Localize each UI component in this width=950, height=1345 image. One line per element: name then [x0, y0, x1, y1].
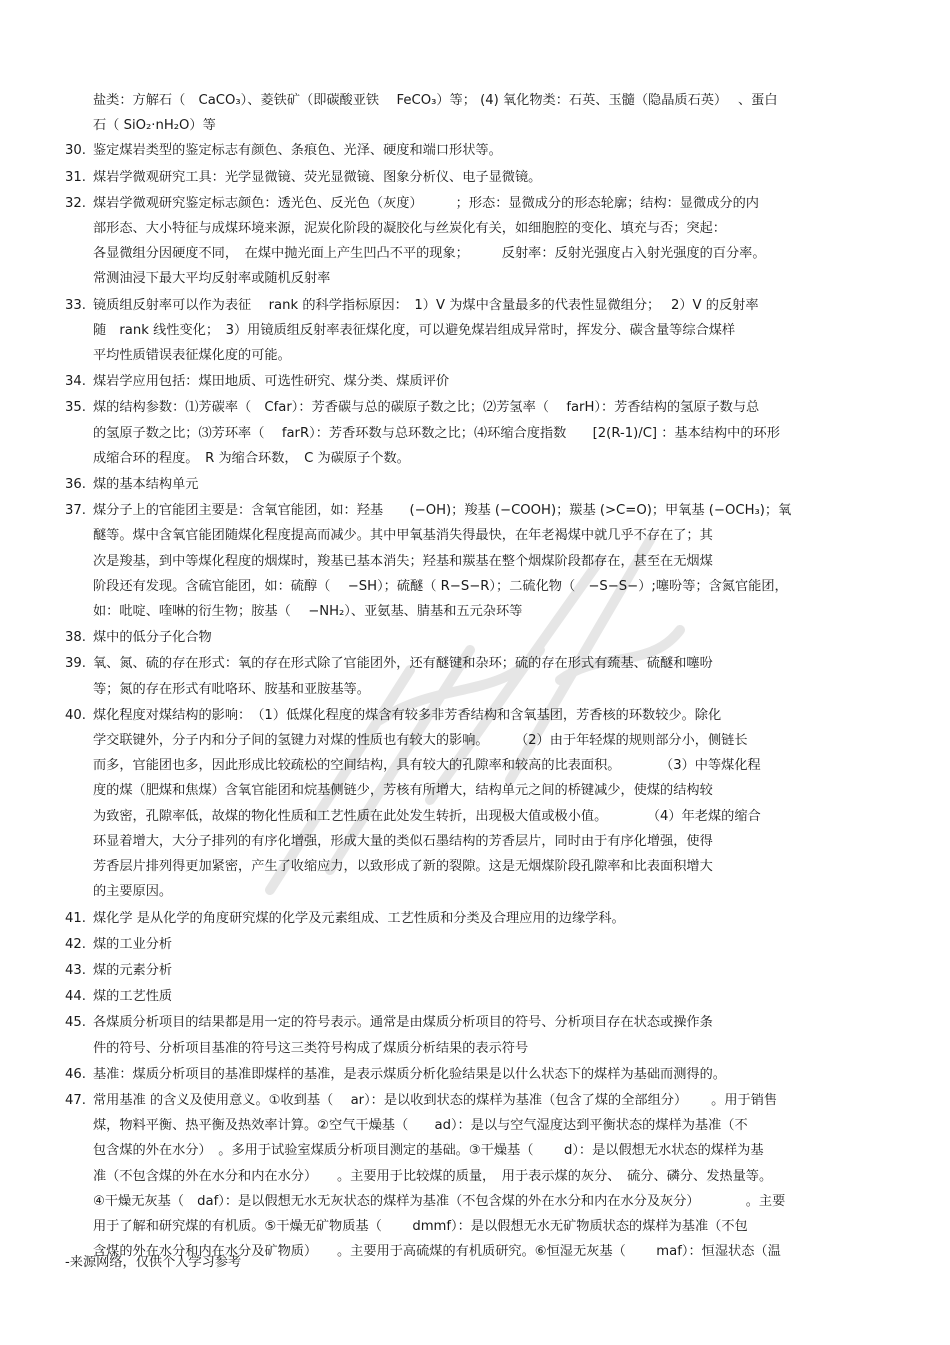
- text-line: 的氢原子数之比；⑶芳环率（ farR）：芳香环数与总环数之比；⑷环缩合度指数 [2(R-1)/C] ：基本结构中的环形: [93, 425, 780, 441]
- text-line: 件的符号、分析项目基准的符号这三类符号构成了煤质分析结果的表示符号: [93, 1040, 529, 1056]
- text-line: 为致密，孔隙率低，故煤的物化性质和工艺性质在此处发生转折，出现极大值或极小值。 （4）年老煤的缩合: [93, 808, 761, 824]
- item-number: 44.: [65, 989, 86, 1005]
- item-number: 35.: [65, 400, 86, 416]
- text-line: 包含煤的外在水分） 。多用于试验室煤质分析项目测定的基础。③干燥基（ d）：是以假想无水状态的煤样为基: [93, 1143, 764, 1159]
- text-line: 等；氮的存在形式有吡咯环、胺基和亚胺基等。: [93, 681, 370, 697]
- text-line: 的主要原因。: [93, 884, 173, 900]
- item-number: 37.: [65, 503, 86, 519]
- text-line: 各煤质分析项目的结果都是用一定的符号表示。通常是由煤质分析项目的符号、分析项目存在状态或操作条: [93, 1015, 713, 1031]
- text-line: 煤的工业分析: [93, 936, 173, 952]
- text-line: 如：吡啶、喹啉的衍生物；胺基（ −NH₂）、亚氨基、腈基和五元杂环等: [93, 604, 523, 620]
- text-line: 煤中的低分子化合物: [93, 630, 212, 646]
- text-line: 学交联键外，分子内和分子间的氢键力对煤的性质也有较大的影响。 （2）由于年轻煤的规则部分小，侧链长: [93, 733, 748, 749]
- text-line: 煤岩学应用包括：煤田地质、可选性研究、煤分类、煤质评价: [93, 374, 450, 390]
- text-line: 环显着增大，大分子排列的有序化增强，形成大量的类似石墨结构的芳香层片，同时由于有序化增强，使得: [93, 833, 713, 849]
- item-number: 45.: [65, 1015, 86, 1031]
- footer-note: -来源网络，仅供个人学习参考: [65, 1255, 242, 1270]
- text-line: 醚等。煤中含氧官能团随煤化程度提高而减少。其中甲氧基消失得最快，在年老褐煤中就几乎不存在了；其: [93, 528, 713, 544]
- text-line: 次是羧基，到中等煤化程度的烟煤时，羧基已基本消失；羟基和羰基在整个烟煤阶段都存在，甚至在无烟煤: [93, 553, 713, 569]
- list-item: [65, 984, 885, 1009]
- text-line: 度的煤（肥煤和焦煤）含氧官能团和烷基侧链少，芳核有所增大，结构单元之间的桥键减少，使煤的结构较: [93, 783, 713, 799]
- text-line: 常用基准 的含义及使用意义。①收到基（ ar）：是以收到状态的煤样为基准（包含了煤的全部组分） 。用于销售: [93, 1092, 778, 1108]
- numbered-list: [65, 138, 885, 1264]
- text-line: 煤岩学微观研究工具：光学显微镜、荧光显微镜、图象分析仪、电子显微镜。: [93, 169, 542, 185]
- text-line: 煤的基本结构单元: [93, 477, 199, 493]
- item-number: 38.: [65, 630, 86, 646]
- list-item: [65, 958, 885, 983]
- text-line: 常测油浸下最大平均反射率或随机反射率: [93, 271, 331, 287]
- list-item: [65, 138, 885, 163]
- text-line: 煤化学 是从化学的角度研究煤的化学及元素组成、工艺性质和分类及合理应用的边缘学科。: [93, 910, 625, 926]
- text-line: 石（ SiO₂·nH₂O）等: [93, 118, 216, 134]
- text-line: 煤的结构参数：⑴芳碳率（ Cfar）：芳香碳与总的碳原子数之比；⑵芳氢率（ farH）：芳香结构的氢原子数与总: [93, 400, 760, 416]
- text-line: 基准：煤质分析项目的基准即煤样的基准，是表示煤质分析化验结果是以什么状态下的煤样为基础而测得的。: [93, 1066, 726, 1082]
- list-item: [65, 1010, 885, 1060]
- item-number: 33.: [65, 297, 86, 313]
- item-number: 31.: [65, 169, 86, 185]
- text-line: 部形态、大小特征与成煤环境来源，泥炭化阶段的凝胶化与丝炭化有关，如细胞腔的变化、填充与否；突起：: [93, 221, 726, 237]
- list-item: [65, 395, 885, 471]
- list-item: [65, 906, 885, 931]
- list-item: [65, 651, 885, 701]
- list-item: [65, 191, 885, 292]
- text-line: 煤的元素分析: [93, 962, 173, 978]
- text-line: 平均性质错误表征煤化度的可能。: [93, 348, 291, 364]
- list-item: [65, 1062, 885, 1087]
- item-number: 30.: [65, 143, 86, 159]
- text-line: 成缩合环的程度。 R 为缩合环数， C 为碳原子个数。: [93, 450, 410, 466]
- list-item: [65, 498, 885, 624]
- text-line: 而多，官能团也多，因此形成比较疏松的空间结构，具有较大的孔隙率和较高的比表面积。 （3）中等煤化程: [93, 758, 761, 774]
- text-line: 镜质组反射率可以作为表征 rank 的科学指标原因： 1）V 为煤中含量最多的代表性显微组分； 2）V 的反射率: [93, 297, 759, 313]
- item-number: 36.: [65, 477, 86, 493]
- text-line: 含煤的外在水分和内在水分及矿物质） 。主要用于高硫煤的有机质研究。⑥恒湿无灰基（ maf）：恒湿状态（温: [93, 1244, 781, 1260]
- text-line: 用于了解和研究煤的有机质。⑤干燥无矿物质基（ dmmf）：是以假想无水无矿物质状态的煤样为基准（不包: [93, 1218, 748, 1234]
- list-item: [65, 932, 885, 957]
- item-number: 46.: [65, 1066, 86, 1082]
- item-number: 41.: [65, 910, 86, 926]
- item-number: 43.: [65, 962, 86, 978]
- item-number: 32.: [65, 195, 86, 211]
- list-item: [65, 472, 885, 497]
- text-line: 准（不包含煤的外在水分和内在水分） 。主要用于比较煤的质量， 用于表示煤的灰分、 硫分、磷分、发热量等。: [93, 1168, 773, 1184]
- item-number: 40.: [65, 707, 86, 723]
- list-item: [65, 369, 885, 394]
- intro-paragraph: [65, 88, 885, 138]
- item-number: 42.: [65, 936, 86, 952]
- text-line: 煤的工艺性质: [93, 989, 173, 1005]
- text-line: 氧、氮、硫的存在形式：氧的存在形式除了官能团外，还有醚键和杂环；硫的存在形式有巯基、硫醚和噻吩: [93, 656, 713, 672]
- text-line: 盐类：方解石（ CaCO₃）、菱铁矿（即碳酸亚铁 FeCO₃）等； (4) 氧化物类：石英、玉髓（隐晶质石英） 、蛋白: [93, 93, 778, 108]
- text-line: ④干燥无灰基（ daf）：是以假想无水无灰状态的煤样为基准（不包含煤的外在水分和内在水分及灰分） 。主要: [93, 1193, 786, 1209]
- text-line: 鉴定煤岩类型的鉴定标志有颜色、条痕色、光泽、硬度和端口形状等。: [93, 143, 502, 159]
- list-item: [65, 293, 885, 369]
- text-line: 阶段还有发现。含硫官能团，如：硫醇（ −SH）；硫醚（ R−S−R）；二硫化物（ −S−S−）;噻吩等；含氮官能团，: [93, 578, 788, 594]
- list-item: [65, 703, 885, 905]
- document-body: [65, 88, 885, 1265]
- list-item: [65, 165, 885, 190]
- item-number: 39.: [65, 656, 86, 672]
- list-item: [65, 1088, 885, 1264]
- text-line: 随 rank 线性变化； 3）用镜质组反射率表征煤化度，可以避免煤岩组成异常时，挥发分、碳含量等综合煤样: [93, 322, 736, 338]
- list-item: [65, 625, 885, 650]
- text-line: 煤，物料平衡、热平衡及热效率计算。②空气干燥基（ ad）：是以与空气湿度达到平衡状态的煤样为基准（不: [93, 1118, 748, 1134]
- text-line: 各显微组分因硬度不同， 在煤中抛光面上产生凹凸不平的现象； 反射率：反射光强度占入射光强度的百分率。: [93, 246, 766, 262]
- text-line: 煤化程度对煤结构的影响： （1）低煤化程度的煤含有较多非芳香结构和含氧基团，芳香核的环数较少。除化: [93, 707, 722, 723]
- item-number: 34.: [65, 374, 86, 390]
- text-line: 煤分子上的官能团主要是：含氧官能团，如：羟基 (−OH)；羧基 (−COOH)；羰基 (>C=O)；甲氧基 (−OCH₃)；氧: [93, 503, 792, 519]
- item-number: 47.: [65, 1092, 86, 1108]
- text-line: 煤岩学微观研究鉴定标志颜色：透光色、反光色（灰度） ；形态：显微成分的形态轮廓；结构：显微成分的内: [93, 195, 759, 211]
- text-line: 芳香层片排列得更加紧密，产生了收缩应力，以致形成了新的裂隙。这是无烟煤阶段孔隙率和比表面积增大: [93, 859, 713, 875]
